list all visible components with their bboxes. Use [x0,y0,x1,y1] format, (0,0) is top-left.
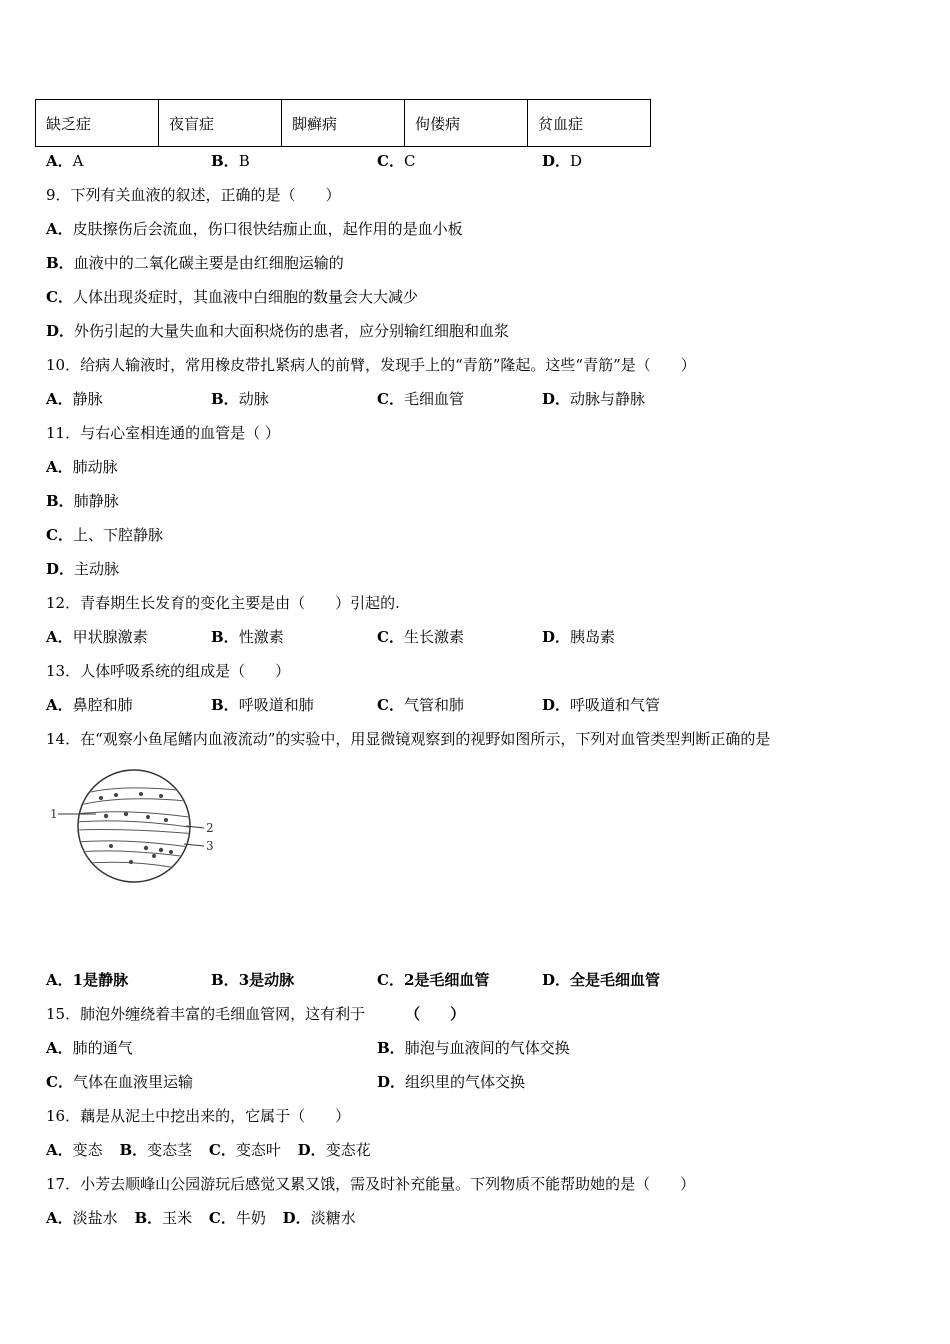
q16-option-d[interactable]: D．变态花 [297,1141,371,1159]
q15-option-a[interactable]: A．肺的通气 [46,1039,133,1057]
q12-option-c[interactable]: C．生长激素 [377,628,464,646]
q11-stem: 11．与右心室相连通的血管是（ ） [46,424,280,442]
q11-option-a[interactable]: A．肺动脉 [46,458,118,476]
disease-table [35,99,651,147]
q9-stem: 9．下列有关血液的叙述，正确的是（ ） [46,186,341,204]
q10-option-a[interactable]: A．静脉 [46,390,103,408]
q16-options [46,1140,371,1160]
q16-stem: 16．藕是从泥土中挖出来的，它属于（ ） [46,1107,351,1125]
q13-option-a[interactable]: A．鼻腔和肺 [46,696,133,714]
q10-option-c[interactable]: C．毛细血管 [377,390,464,408]
q9-option-c[interactable]: C．人体出现炎症时，其血液中白细胞的数量会大大减少 [46,288,418,306]
q14-option-a[interactable]: A．1是静脉 [46,971,129,989]
q9-option-d[interactable]: D．外伤引起的大量失血和大面积烧伤的患者，应分别输红细胞和血浆 [46,322,510,340]
q9-option-b[interactable]: B．血液中的二氧化碳主要是由红细胞运输的 [46,254,344,272]
q15-stem: 15．肺泡外缠绕着丰富的毛细血管网，这有利于 （ ） [46,1005,466,1023]
q9-option-a[interactable]: A．皮肤擦伤后会流血，伤口很快结痂止血，起作用的是血小板 [46,220,463,238]
q17-option-b[interactable]: B．玉米 [134,1209,193,1227]
q16-option-b[interactable]: B．变态茎 [119,1141,193,1159]
q17-option-a[interactable]: A．淡盐水 [46,1209,118,1227]
q13-option-c[interactable]: C．气管和肺 [377,696,464,714]
q8-option-b[interactable]: B．B [211,152,250,170]
figure-label-2: 2 [206,821,214,835]
q15-option-b[interactable]: B．肺泡与血液间的气体交换 [377,1039,570,1057]
q12-stem: 12．青春期生长发育的变化主要是由（ ）引起的. [46,594,400,612]
q12-option-d[interactable]: D．胰岛素 [542,628,616,646]
q10-option-b[interactable]: B．动脉 [211,390,269,408]
q14-stem: 14．在“观察小鱼尾鳍内血液流动”的实验中，用显微镜观察到的视野如图所示，下列对血管类型判断正确的是 [46,730,771,748]
q12-option-a[interactable]: A．甲状腺激素 [46,628,148,646]
table-cell: 夜盲症 [159,100,282,147]
table-cell: 贫血症 [528,100,651,147]
q15-option-c[interactable]: C．气体在血液里运输 [46,1073,193,1091]
q15-option-d[interactable]: D．组织里的气体交换 [377,1073,526,1091]
q17-stem: 17．小芳去顺峰山公园游玩后感觉又累又饿，需及时补充能量。下列物质不能帮助她的是（ ） [46,1175,696,1193]
q12-option-b[interactable]: B．性激素 [211,628,284,646]
q8-option-a[interactable]: A．A [46,152,84,170]
microscope-view-figure [46,768,226,888]
table-cell: 佝偻病 [405,100,528,147]
q10-stem: 10．给病人输液时，常用橡皮带扎紧病人的前臂，发现手上的“青筋”隆起。这些“青筋”是（ ） [46,356,696,374]
q14-option-d[interactable]: D．全是毛细血管 [542,971,661,989]
q17-option-c[interactable]: C．牛奶 [208,1209,266,1227]
table-cell: 缺乏症 [36,100,159,147]
figure-label-3: 3 [206,839,214,853]
q14-option-c[interactable]: C．2是毛细血管 [377,971,490,989]
q11-option-c[interactable]: C．上、下腔静脉 [46,526,163,544]
q10-option-d[interactable]: D．动脉与静脉 [542,390,646,408]
q17-option-d[interactable]: D．淡糖水 [282,1209,356,1227]
q13-option-b[interactable]: B．呼吸道和肺 [211,696,314,714]
q14-option-b[interactable]: B．3是动脉 [211,971,295,989]
q11-option-d[interactable]: D．主动脉 [46,560,120,578]
q16-option-a[interactable]: A．变态 [46,1141,103,1159]
q13-stem: 13．人体呼吸系统的组成是（ ） [46,662,291,680]
table-cell: 脚癣病 [282,100,405,147]
q8-option-c[interactable]: C．C [377,152,416,170]
q13-option-d[interactable]: D．呼吸道和气管 [542,696,661,714]
figure-label-1: 1 [50,807,58,821]
q8-option-d[interactable]: D．D [542,152,583,170]
q16-option-c[interactable]: C．变态叶 [208,1141,281,1159]
q17-options [46,1208,356,1228]
q11-option-b[interactable]: B．肺静脉 [46,492,119,510]
